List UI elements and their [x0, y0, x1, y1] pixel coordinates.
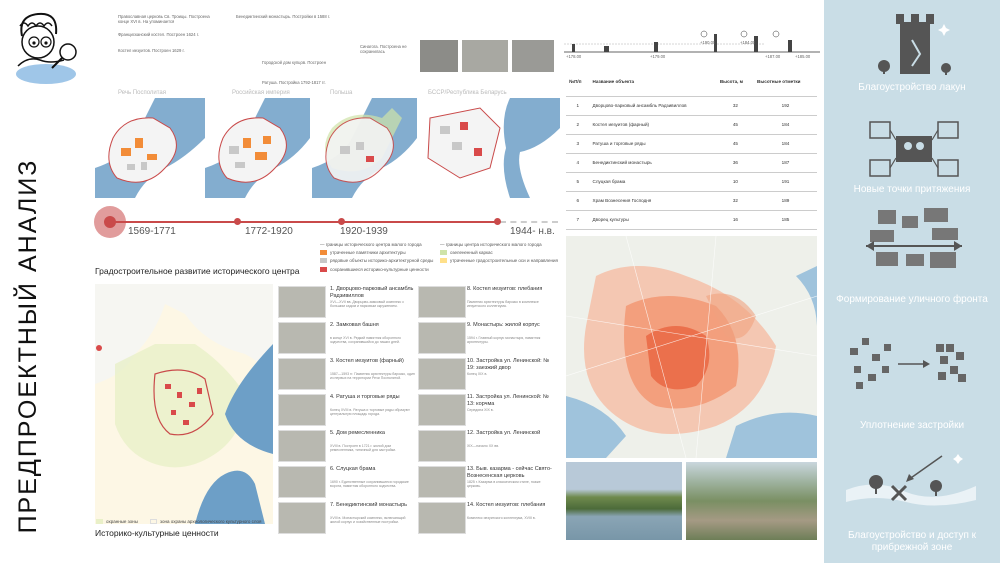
annotation-4: Бенедиктинский монастырь. Постройки в 1588 г.	[236, 14, 331, 19]
photo-lake-castle	[566, 462, 682, 540]
historic-map-1772	[205, 98, 310, 198]
table-header-row	[566, 68, 817, 96]
map-caption-4: БССР/Республика Беларусь	[428, 90, 507, 96]
heritage-item-title: 1. Дворцово-парковый ансамбль Радзивиллов	[330, 286, 414, 299]
table-row	[566, 134, 817, 153]
map-legend-b: зона охраны археологического культурного слоя	[150, 519, 262, 524]
map-caption-3: Польша	[330, 90, 353, 96]
heritage-photo	[278, 322, 326, 354]
heritage-item-title: 6. Слуцкая брама	[330, 466, 376, 472]
legend-item-4: сохранившиеся историко-культурные ценности	[320, 267, 429, 272]
heritage-item-desc: 1690 г. Единственные сохранившиеся городские ворота, памятник оборонного зодчества.	[330, 480, 409, 489]
heritage-item-desc: Середина XIX в.	[467, 408, 494, 412]
heritage-item-desc: Комплекс иезуитского коллегиума, XVIII в.	[467, 516, 536, 520]
heritage-item-title: 13. Быв. казарма - сейчас Свято-Вознесенская церковь	[467, 466, 552, 479]
heritage-item-title: 14. Костел иезуитов: плебания	[467, 502, 546, 508]
strategy-label-4: Уплотнение застройки	[859, 420, 965, 431]
annotation-1: Православная церковь Св. Троицы. Построена конце XVI в. На упоминается	[118, 14, 210, 24]
table-cell: 2	[566, 115, 590, 134]
timeline-dot-2	[234, 218, 241, 225]
map-caption-1: Речь Посполитая	[118, 90, 167, 96]
heritage-photo	[278, 358, 326, 390]
historic-photo-3	[512, 40, 554, 72]
table-row	[566, 172, 817, 191]
timeline-dot-4	[494, 218, 501, 225]
photo-aerial-town	[686, 462, 817, 540]
strategy-label-1: Благоустройство лакун	[858, 82, 966, 93]
table-row	[566, 210, 817, 229]
historic-photo-2	[462, 40, 508, 72]
strategy-label-5: Благоустройство и доступ к прибрежной зоне	[847, 530, 977, 553]
heritage-item-desc: XVIII в. Построен в 1721 г. жилой дом ремесленника, типичный для застройки.	[330, 444, 397, 453]
heritage-photo	[418, 394, 466, 426]
heritage-photo	[418, 322, 466, 354]
heritage-photo	[278, 286, 326, 318]
heritage-map	[95, 284, 273, 524]
table-cell: 3	[566, 134, 590, 153]
heritage-photo	[278, 394, 326, 426]
timeline-dot-start-inner	[104, 216, 116, 228]
timeline-period-1: 1569-1771	[128, 226, 176, 237]
table-cell: Ратуша и торговые ряды	[590, 134, 717, 153]
strategy-label-3: Формирование уличного фронта	[836, 294, 988, 305]
height-label-4: +184.00	[740, 40, 756, 45]
heritage-item-title: 11. Застройка ул. Ленинской: № 13: корчма	[467, 394, 549, 407]
heritage-item-title: 3. Костел иезуитов (фарный)	[330, 358, 404, 364]
table-cell: Бенедиктинский монастырь	[590, 153, 717, 172]
castle-tower-icon	[864, 10, 964, 78]
heritage-item-desc: в конце XVI в. Редкий памятник оборонного зодчества, сохранившийся до наших дней.	[330, 336, 401, 345]
timeline-period-2: 1772-1920	[245, 226, 293, 237]
table-cell: 7	[566, 210, 590, 229]
timeline-period-4: 1944- н.в.	[510, 226, 555, 237]
section-title-urban: Градостроительное развитие исторического центра	[95, 266, 300, 276]
table-cell: 187	[754, 153, 817, 172]
legend-item-6: озелененный каркас	[440, 250, 493, 255]
timeline-line	[110, 221, 500, 223]
heritage-item-desc: 1594 г. Главный корпус монастыря, памятник архитектуры.	[467, 336, 541, 345]
table-header-cell: Название объекта	[590, 68, 717, 96]
table-cell: 191	[754, 172, 817, 191]
avatar-illustration	[8, 6, 84, 86]
heritage-photo	[278, 466, 326, 498]
heritage-item-desc: XVIII в. Монастырский комплекс, включающий жилой корпус и хозяйственные постройки.	[330, 516, 406, 525]
heritage-item-desc: Памятник архитектуры барокко в комплексе иезуитского коллегиума.	[467, 300, 539, 309]
heritage-item-desc: Конец XIX в.	[467, 372, 488, 376]
table-cell: 16	[717, 210, 754, 229]
waterfront-access-icon	[846, 446, 976, 510]
table-cell: 184	[754, 115, 817, 134]
table-header-cell: №П/п	[566, 68, 590, 96]
heritage-item-title: 7. Бенедиктинский монастырь	[330, 502, 408, 508]
table-row	[566, 115, 817, 134]
historic-map-1920	[312, 98, 417, 198]
heritage-item-desc: 1587—1593 гг. Памятник архитектуры барокко, один из первых на территории Речи Посполитой.	[330, 372, 415, 381]
table-cell: Дворец культуры	[590, 210, 717, 229]
table-cell: 1	[566, 96, 590, 115]
historic-photo-1	[420, 40, 458, 72]
heritage-item-title: 4. Ратуша и торговые ряды	[330, 394, 400, 400]
annotation-2: Францисканский костел. Построен 1624 г.	[118, 32, 199, 37]
table-row	[566, 153, 817, 172]
legend-item-1: — границы исторического центра малого города	[320, 242, 422, 247]
heritage-item-title: 9. Монастырь: жилой корпус	[467, 322, 540, 328]
timeline-period-3: 1920-1939	[340, 226, 388, 237]
table-cell: 184	[754, 134, 817, 153]
heritage-item-desc: 1825 г. Казарма в классическом стиле, позже церковь.	[467, 480, 541, 489]
legend-item-3: рядовые объекты историко-архитектурной среды	[320, 258, 433, 263]
historic-map-1569	[95, 98, 205, 198]
table-header-cell: Высота, м	[717, 68, 754, 96]
height-table	[566, 68, 817, 230]
table-cell: 185	[754, 210, 817, 229]
table-header-cell: Высотные отметки	[754, 68, 817, 96]
heritage-photo	[278, 502, 326, 534]
page-title: ПРЕДПРОЕКТНЫЙ АНАЛИЗ	[14, 158, 42, 534]
timeline-line-dashed	[500, 221, 558, 223]
annotation-5: Синагога. Построена не сохранилась	[360, 44, 407, 54]
heritage-photo	[418, 466, 466, 498]
legend-item-2: утраченные памятники архитектуры	[320, 250, 406, 255]
heritage-photo	[418, 430, 466, 462]
timeline-dot-3	[338, 218, 345, 225]
height-label-5: +187.00	[765, 54, 781, 59]
table-cell: Костел иезуитов (фарный)	[590, 115, 717, 134]
table-cell: 189	[754, 191, 817, 210]
table-row	[566, 191, 817, 210]
section-title-heritage: Историко-культурные ценности	[95, 528, 219, 538]
table-cell: 32	[717, 96, 754, 115]
heritage-photo	[418, 502, 466, 534]
heritage-photo	[418, 358, 466, 390]
table-cell: 192	[754, 96, 817, 115]
height-label-1: +178.00	[566, 54, 582, 59]
height-label-3: +190.00	[700, 40, 716, 45]
map-legend-a: охранные зоны	[96, 519, 138, 524]
annotation-6: Городской дом купцов. Построен	[262, 60, 327, 65]
map-caption-2: Российская империя	[232, 90, 290, 96]
heritage-item-title: 8. Костел иезуитов: плебания	[467, 286, 543, 292]
table-cell: Храм Вознесения Господня	[590, 191, 717, 210]
historic-map-1944	[420, 98, 560, 198]
heritage-photo	[418, 286, 466, 318]
heritage-item-desc: XIX—начало XX вв.	[467, 444, 500, 448]
heat-map	[566, 236, 817, 458]
table-cell: 6	[566, 191, 590, 210]
heritage-photo	[278, 430, 326, 462]
annotation-3: Костел иезуитов. Построен 1629 г.	[118, 48, 185, 53]
heritage-item-title: 12. Застройка ул. Ленинской	[467, 430, 541, 436]
densification-icon	[846, 336, 976, 394]
table-cell: 10	[717, 172, 754, 191]
heritage-item-title: 5. Дом ремесленника	[330, 430, 385, 436]
height-label-6: +185.00	[795, 54, 811, 59]
heritage-item-title: 2. Замковая башня	[330, 322, 379, 328]
table-cell: 45	[717, 134, 754, 153]
table-cell: 4	[566, 153, 590, 172]
heritage-item-title: 10. Застройка ул. Ленинской: № 19: заезжий двор	[467, 358, 550, 371]
table-cell: 45	[717, 115, 754, 134]
table-cell: Слуцкая брама	[590, 172, 717, 191]
height-section-drawing	[564, 30, 820, 64]
table-cell: 36	[717, 153, 754, 172]
heritage-item-desc: Конец XVIII в. Ратуша и торговые ряды образуют центральную площадь города.	[330, 408, 410, 417]
people-network-icon	[864, 116, 964, 182]
strategy-label-2: Новые точки притяжения	[853, 184, 971, 195]
table-cell: Дворцово-парковый ансамбль Радзивиллов	[590, 96, 717, 115]
heritage-item-desc: XVI—XVII вв. Дворцово-замковый комплекс с большим садом и парковым окружением.	[330, 300, 404, 309]
annotation-7: Ратуша. Постройка 1792-1817 гг.	[262, 80, 326, 85]
height-label-2: +179.00	[650, 54, 666, 59]
street-front-icon	[862, 206, 966, 286]
table-cell: 32	[717, 191, 754, 210]
table-row	[566, 96, 817, 115]
legend-item-5: — границы центра исторического малого города	[440, 242, 542, 247]
table-cell: 5	[566, 172, 590, 191]
legend-item-7: утраченные градостроительные оси и направления	[440, 258, 558, 263]
